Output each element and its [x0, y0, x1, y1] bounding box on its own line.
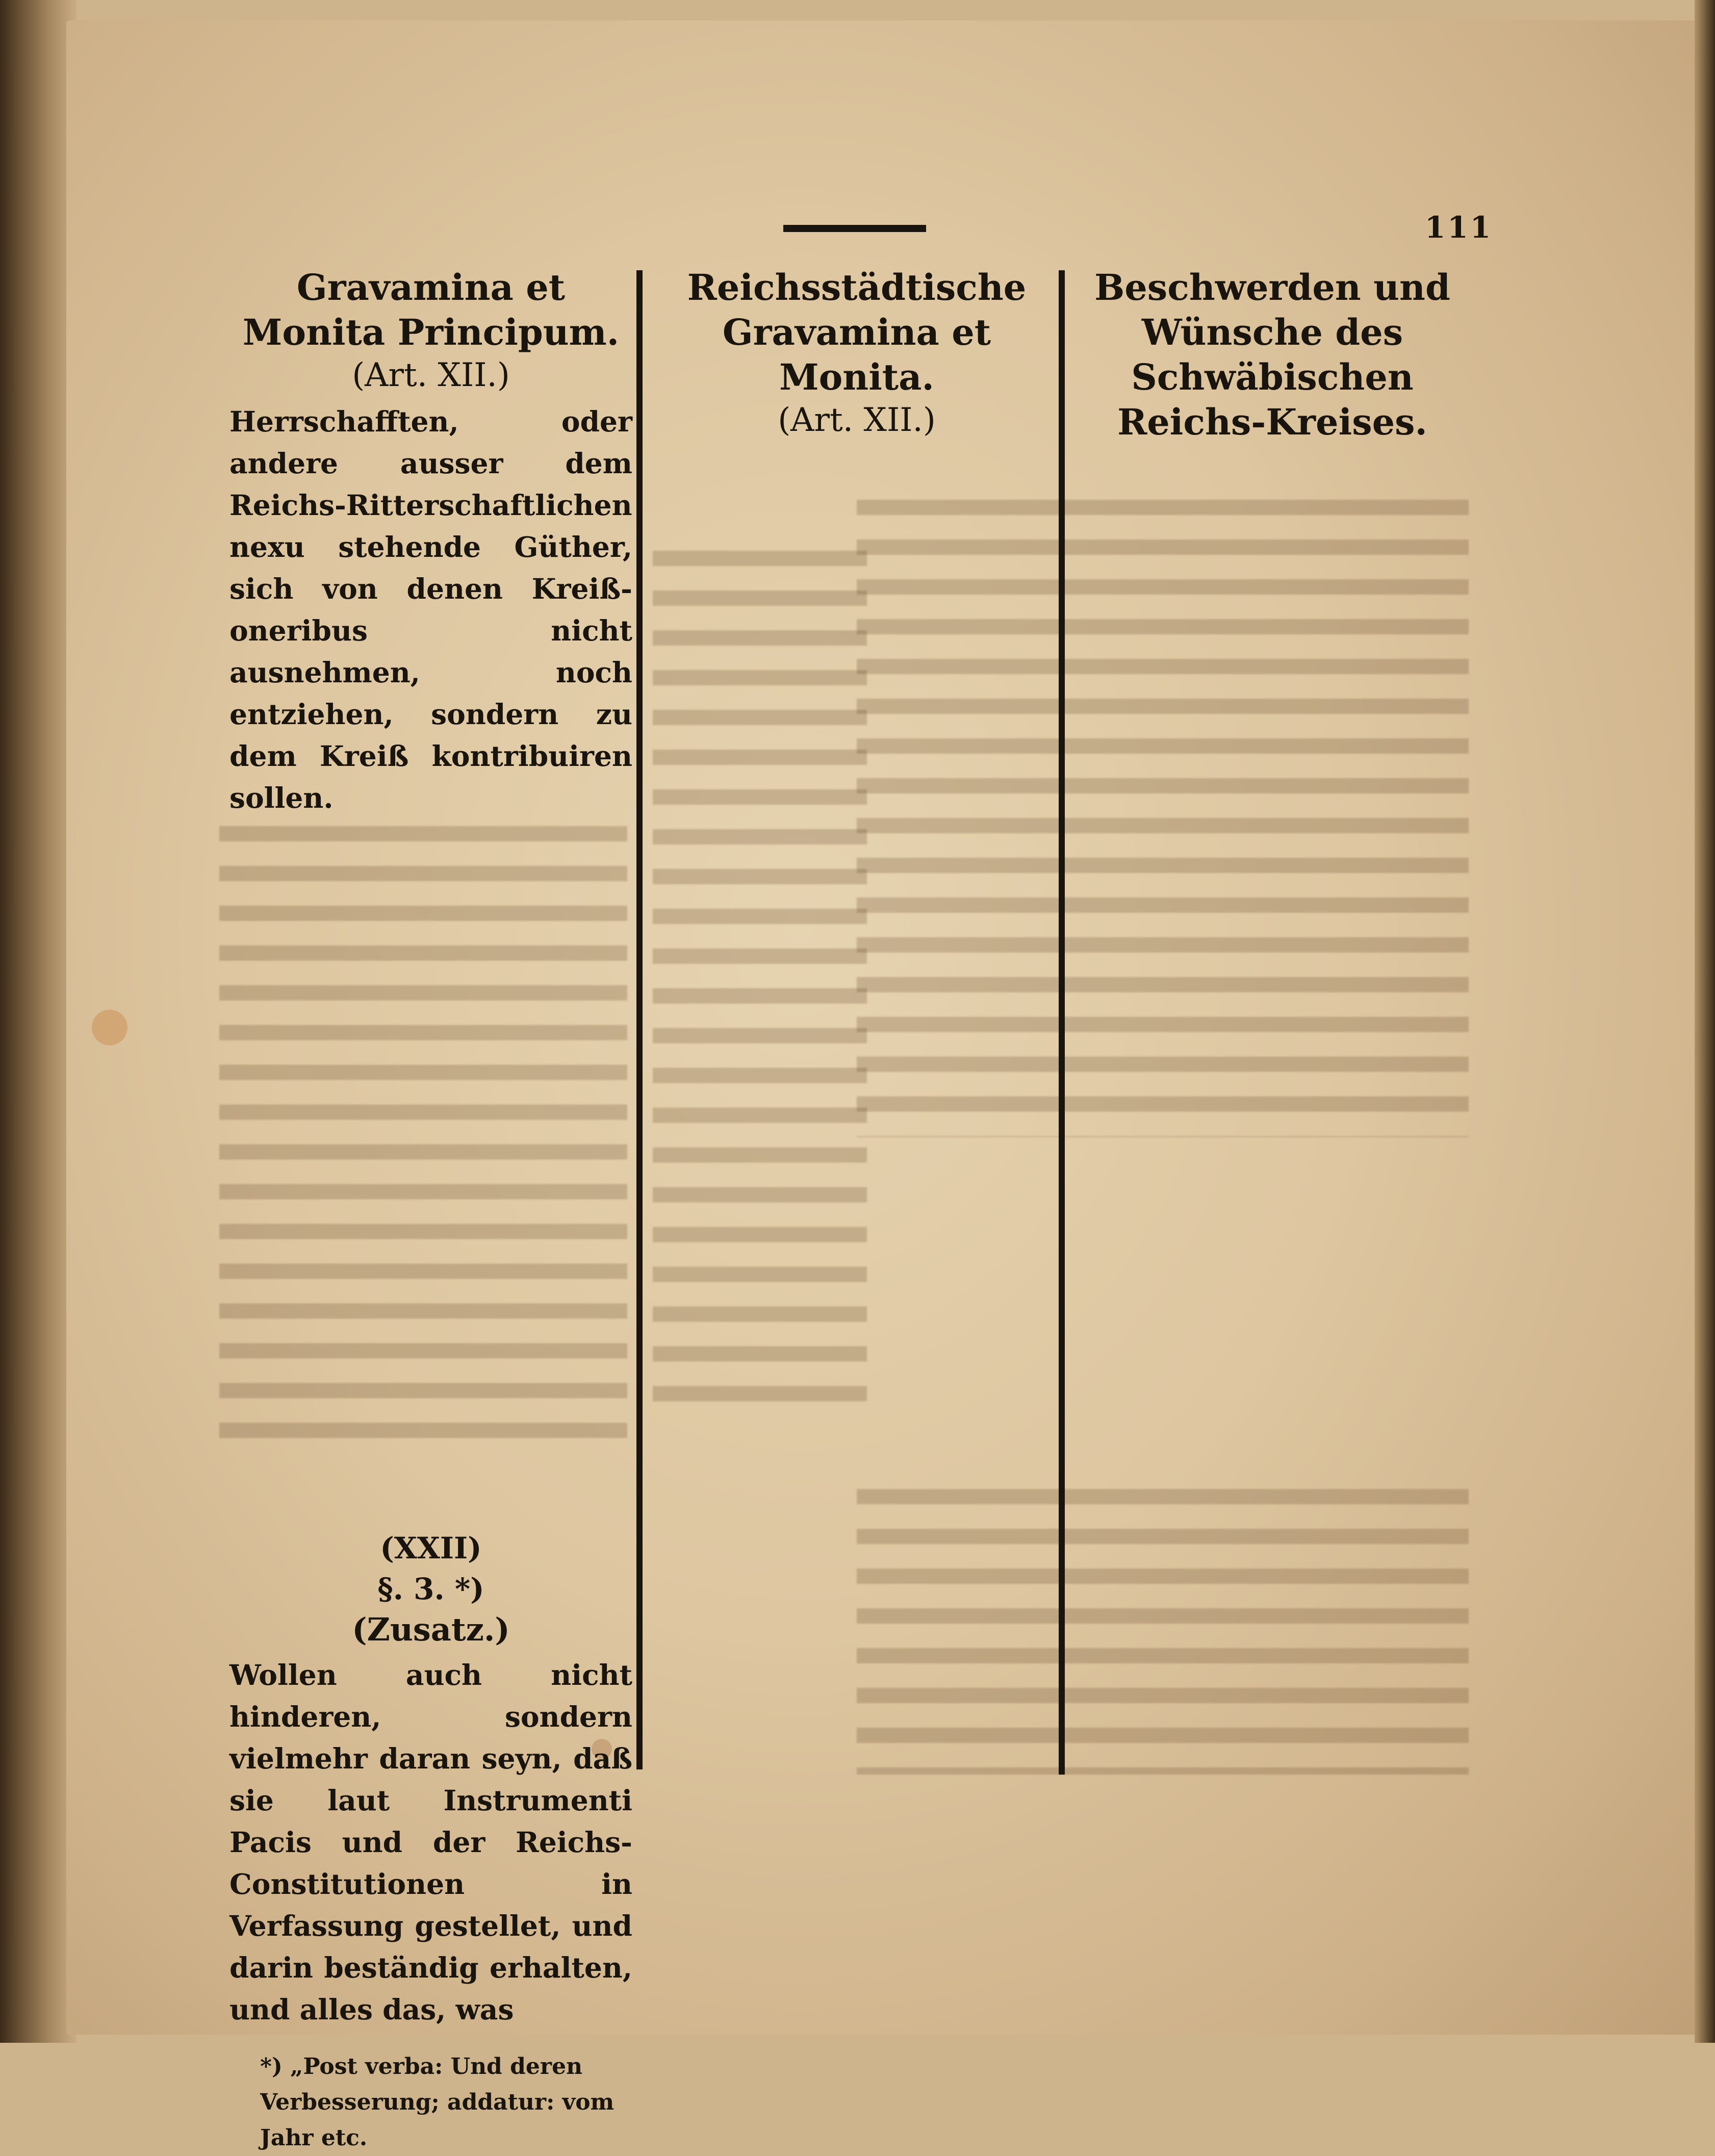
bleed-through-text — [857, 1489, 1469, 1775]
left-column-article: (Art. XII.) — [352, 356, 510, 394]
column-divider — [1059, 270, 1065, 1775]
book-binding — [0, 0, 76, 2043]
section-title: (Zusatz.) — [352, 1611, 510, 1648]
section-body: Wollen auch nicht hinderen, sondern vielmehr daran seyn, daß sie laut Instrumenti Pacis und der Reichs-Constitutionen in Verfassung gestellet, und darin beständig erhalten, und alles das, was — [229, 1658, 632, 2026]
column-divider — [636, 270, 643, 1769]
left-column-heading: Gravamina et Monita Principum. — [242, 266, 620, 353]
right-column — [1068, 265, 1476, 445]
right-column-heading: Beschwerden und Wünsche des Schwäbischen Reichs-Kreises. — [1094, 266, 1450, 443]
bleed-through-text — [857, 500, 1469, 1137]
footnote: *) „Post verba: Und deren Verbesserung; addatur: vom Jahr etc. — [260, 2054, 615, 2151]
section-number: (XXII) — [380, 1531, 482, 1565]
middle-column-article: (Art. XII.) — [778, 401, 936, 439]
page-number: 111 — [1425, 210, 1493, 245]
header-rule — [783, 225, 926, 232]
page-edge — [1695, 0, 1715, 2043]
section-paragraph: §. 3. *) — [377, 1572, 484, 1606]
middle-column-heading: Reichsstädtische Gravamina et Monita. — [687, 266, 1027, 398]
middle-column — [660, 265, 1053, 441]
left-column-body: Herrschafften, oder andere ausser dem Reichs-Ritterschaftlichen nexu stehende Güther, sich von denen Kreiß-oneribus nicht ausnehmen, noch entziehen, sondern zu dem Kreiß kontribuiren sollen. — [229, 405, 632, 814]
left-column — [229, 265, 632, 2156]
bleed-through-text — [653, 551, 867, 1418]
foxing-stain — [92, 1010, 127, 1045]
